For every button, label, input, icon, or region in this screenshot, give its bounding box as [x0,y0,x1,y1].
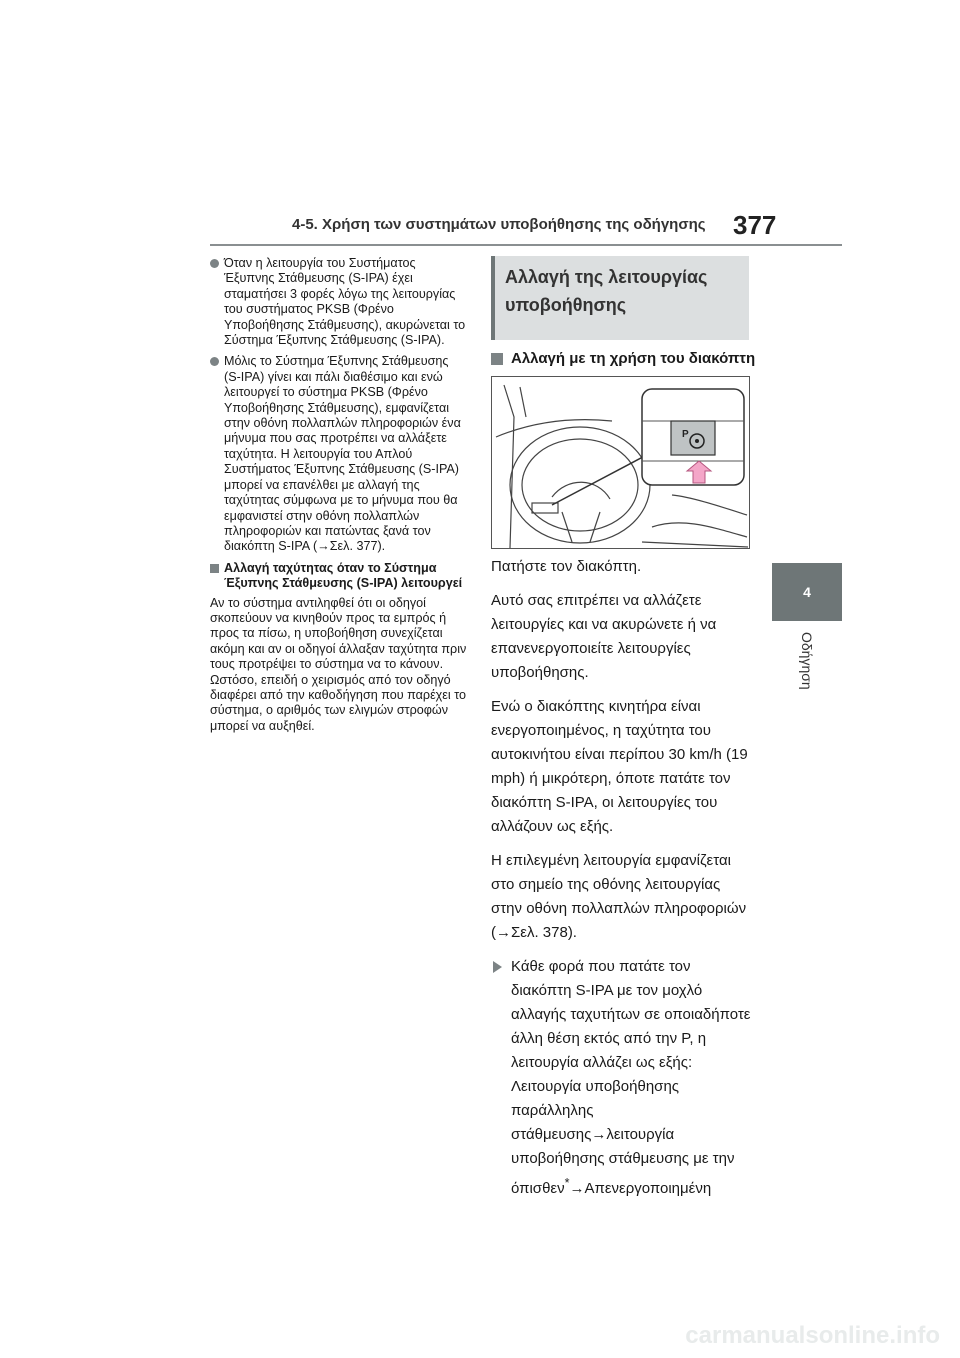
triangle-bullet-icon [493,961,502,973]
sipa-switch [671,421,715,455]
mode-sequence [511,1075,753,1201]
bullet-item [210,256,468,348]
triangle-item [491,955,753,1201]
right-column [491,555,753,1201]
page-number: 377 [733,210,777,240]
bullet-dot-icon [210,357,219,366]
section-accent-bar [491,256,495,340]
bullet-text: Όταν η λειτουργία του Συστήματος Έξυπνης Στάθμευσης (S-IPA) έχει σταματήσει 3 φορές λόγω της λειτουργίας του συστήματος PKSB (Φρένο Υποβοήθησης Στάθμευσης), ακυρώνεται το Σύστημα Έξυπνης Στάθμευσης (S-IPA). [224,256,466,348]
switch-p-label: P [682,429,689,440]
right-paragraph: Ενώ ο διακόπτης κινητήρα είναι ενεργοποιημένος, η ταχύτητα του αυτοκινήτου είναι περίπου 30 km/h (19 mph) ή μικρότερη, όποτε πατάτε τον διακόπτη S-IPA, οι λειτουργίες του αλλάζουν ως εξής. [491,698,748,835]
bullet-item [210,354,468,554]
sipa-switch-illustration [491,376,750,549]
header-title: 4-5. Χρήση των συστημάτων υποβοήθησης της οδήγησης [292,216,706,233]
left-paragraph: Αν το σύστημα αντιληφθεί ότι οι οδηγοί σκοπεύουν να κινηθούν προς τα εμπρός ή προς τα πίσω, η υποβοήθηση συνεχίζεται ακόμη και αν οι οδηγοί άλλαξαν ταχύτητα πριν τους προτρέψει το σύστημα να το κάνουν. Ωστόσο, επειδή ο χειρισμός από τον οδηγό διαφέρει από την καθοδήγηση που παρέχει το σύστημα, ο αριθμός των ελιγμών στροφών μπορεί να αυξηθεί. [210,595,467,733]
section-heading-box [491,256,749,340]
mode-sequence-part2: →Απενεργοποιημένη [569,1180,712,1197]
dashboard-drawing [492,377,749,548]
bullet-dot-icon [210,259,219,268]
chapter-tab[interactable]: 4 [772,563,842,621]
watermark: carmanualsonline.info [685,1322,940,1349]
mode-sequence-part1: Λειτουργία υποβοήθησης παράλληλης στάθμευσης→λειτουργία υποβοήθησης στάθμευσης με την όπισθεν [511,1078,735,1197]
right-subheading-text: Αλλαγή με τη χρήση του διακόπτη [511,350,756,367]
square-bullet-icon [491,353,503,365]
right-paragraph: Πατήστε τον διακόπτη. [491,558,642,575]
left-subheading [210,561,468,592]
triangle-item-text: Κάθε φορά που πατάτε τον διακόπτη S-IPA με τον μοχλό αλλαγής ταχυτήτων σε οποιαδήποτε άλλη θέση εκτός από την P, η λειτουργία αλλάζει ως εξής: [511,958,751,1071]
left-column [210,256,468,734]
left-subheading-text: Αλλαγή ταχύτητας όταν το Σύστημα Έξυπνης Στάθμευσης (S-IPA) λειτουργεί [224,560,463,591]
right-paragraph: Αυτό σας επιτρέπει να αλλάζετε λειτουργίες και να ακυρώνετε ή να επανενεργοποιείτε λειτουργίες υποβοήθησης. [491,592,717,681]
bullet-text: Μόλις το Σύστημα Έξυπνης Στάθμευσης (S-IPA) γίνει και πάλι διαθέσιμο και ενώ λειτουργεί το σύστημα PKSB (Φρένο Υποβοήθησης Στάθμευσης), εμφανίζεται στην οθόνη πολλαπλών πληροφοριών ένα μήνυμα που σας προτρέπει να αλλάξετε ταχύτητα. Η λειτουργία του Απλού Συστήματος Έξυπνης Στάθμευσης (S-IPA) μπορεί να επανέλθει με αλλαγή της ταχύτητας σύμφωνα με το μήνυμα που θα εμφανιστεί στην οθόνη πολλαπλών πληροφοριών και πατώντας ξανά τον διακόπτη S-IPA (→Σελ. 377). [224,354,461,554]
footnote-mark: * [564,1176,570,1190]
chapter-label-text: Οδήγηση [799,632,815,690]
square-bullet-icon [210,564,219,573]
chapter-label [772,632,842,702]
section-title: Αλλαγή της λειτουργίας υποβοήθησης [505,267,708,315]
header-rule [210,244,842,246]
right-paragraph: Η επιλεγμένη λειτουργία εμφανίζεται στο σημείο της οθόνης λειτουργίας στην οθόνη πολλαπλών πληροφοριών (→Σελ. 378). [491,852,747,941]
